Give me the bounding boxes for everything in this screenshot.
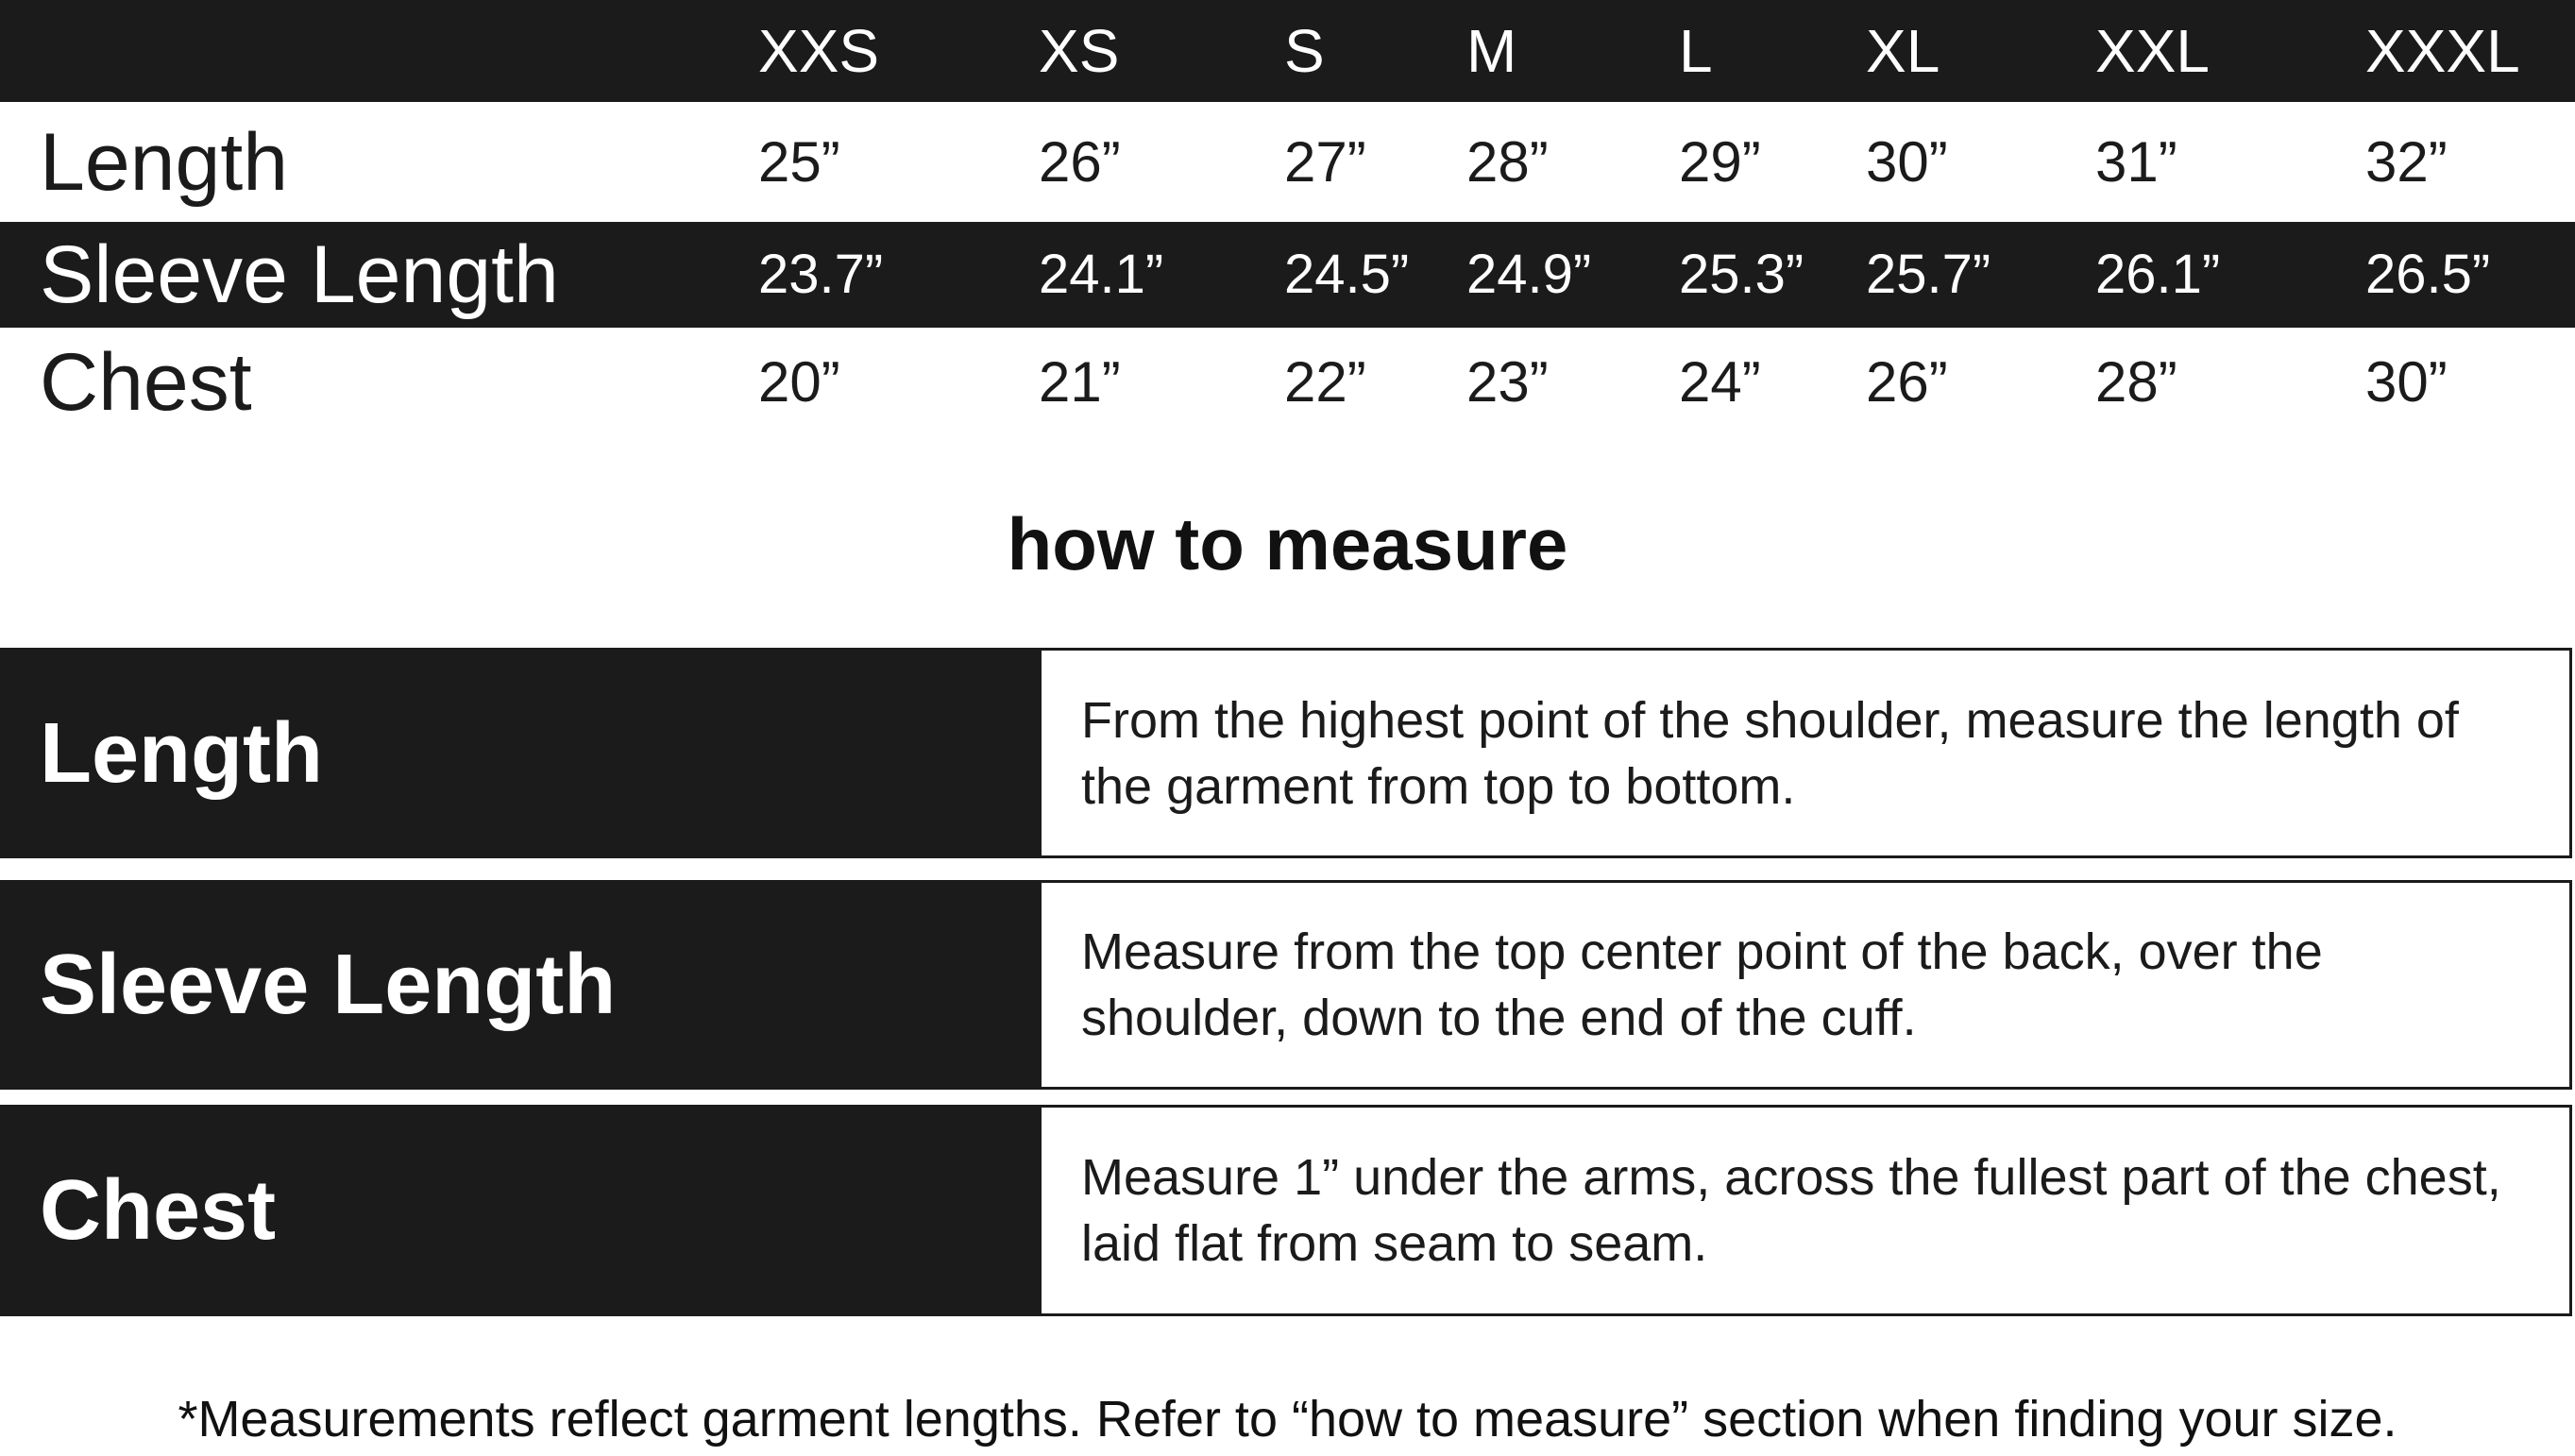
length-value-s: 27” [1284,129,1366,194]
chest-value-l: 24” [1679,349,1761,414]
measure-description-sleeve-length: Measure from the top center point of the back, over the shoulder, down to the end of the cuff. [1081,923,2323,1046]
measure-guide-length [0,648,2575,858]
measure-guide-sleeve-length [0,880,2575,1090]
measure-description-length: From the highest point of the shoulder, measure the length of the garment from top to bottom. [1081,691,2459,815]
chest-value-xxs: 20” [758,349,840,414]
chest-value-xxxl: 30” [2365,349,2448,414]
chest-value-m: 23” [1466,349,1549,414]
measure-label-panel [0,648,1039,858]
chest-value-s: 22” [1284,349,1366,414]
size-header-xl: XL [1866,17,1940,85]
chest-value-xs: 21” [1039,349,1121,414]
size-header-row [0,0,2575,102]
length-value-l: 29” [1679,129,1761,194]
chest-value-xl: 26” [1866,349,1948,414]
sleeve-length-row [0,222,2575,328]
size-header-xxl: XXL [2095,17,2210,85]
measure-label-chest: Chest [40,1163,277,1258]
measure-label-panel [0,1105,1039,1316]
measure-label-panel [0,880,1039,1090]
size-header-m: M [1466,17,1517,85]
length-row-label: Length [40,116,289,208]
length-value-xxs: 25” [758,129,840,194]
how-to-measure-heading: how to measure [1007,502,1568,585]
size-header-xs: XS [1039,17,1120,85]
sleeve-length-value-xxxl: 26.5” [2365,244,2491,305]
size-header-xxs: XXS [758,17,880,85]
length-value-xs: 26” [1039,129,1121,194]
chest-row [0,328,2575,436]
measure-label-sleeve-length: Sleeve Length [40,938,617,1032]
size-header-l: L [1679,17,1713,85]
length-row [0,102,2575,222]
chest-value-xxl: 28” [2095,349,2177,414]
measure-description-chest: Measure 1” under the arms, across the fullest part of the chest, laid flat from seam to seam. [1081,1149,2501,1272]
size-header-s: S [1284,17,1325,85]
length-value-m: 28” [1466,129,1549,194]
sleeve-length-value-xs: 24.1” [1039,244,1164,305]
measure-description-panel [1039,648,2572,858]
sleeve-length-row-label: Sleeve Length [40,229,559,320]
sleeve-length-value-s: 24.5” [1284,244,1410,305]
measure-description-panel [1039,880,2572,1090]
chest-row-label: Chest [40,336,252,428]
measurement-footnote: *Measurements reflect garment lengths. Refer to “how to measure” section when finding your size. [178,1391,2397,1448]
measure-description-panel [1039,1105,2572,1316]
size-header-xxxl: XXXL [2365,17,2520,85]
measure-label-length: Length [40,705,323,801]
sleeve-length-value-xxs: 23.7” [758,244,884,305]
length-value-xl: 30” [1866,129,1948,194]
length-value-xxl: 31” [2095,129,2177,194]
sleeve-length-value-xxl: 26.1” [2095,244,2221,305]
sleeve-length-value-l: 25.3” [1679,244,1804,305]
sleeve-length-value-xl: 25.7” [1866,244,1991,305]
length-value-xxxl: 32” [2365,129,2448,194]
sleeve-length-value-m: 24.9” [1466,244,1592,305]
measure-guide-chest [0,1105,2575,1316]
